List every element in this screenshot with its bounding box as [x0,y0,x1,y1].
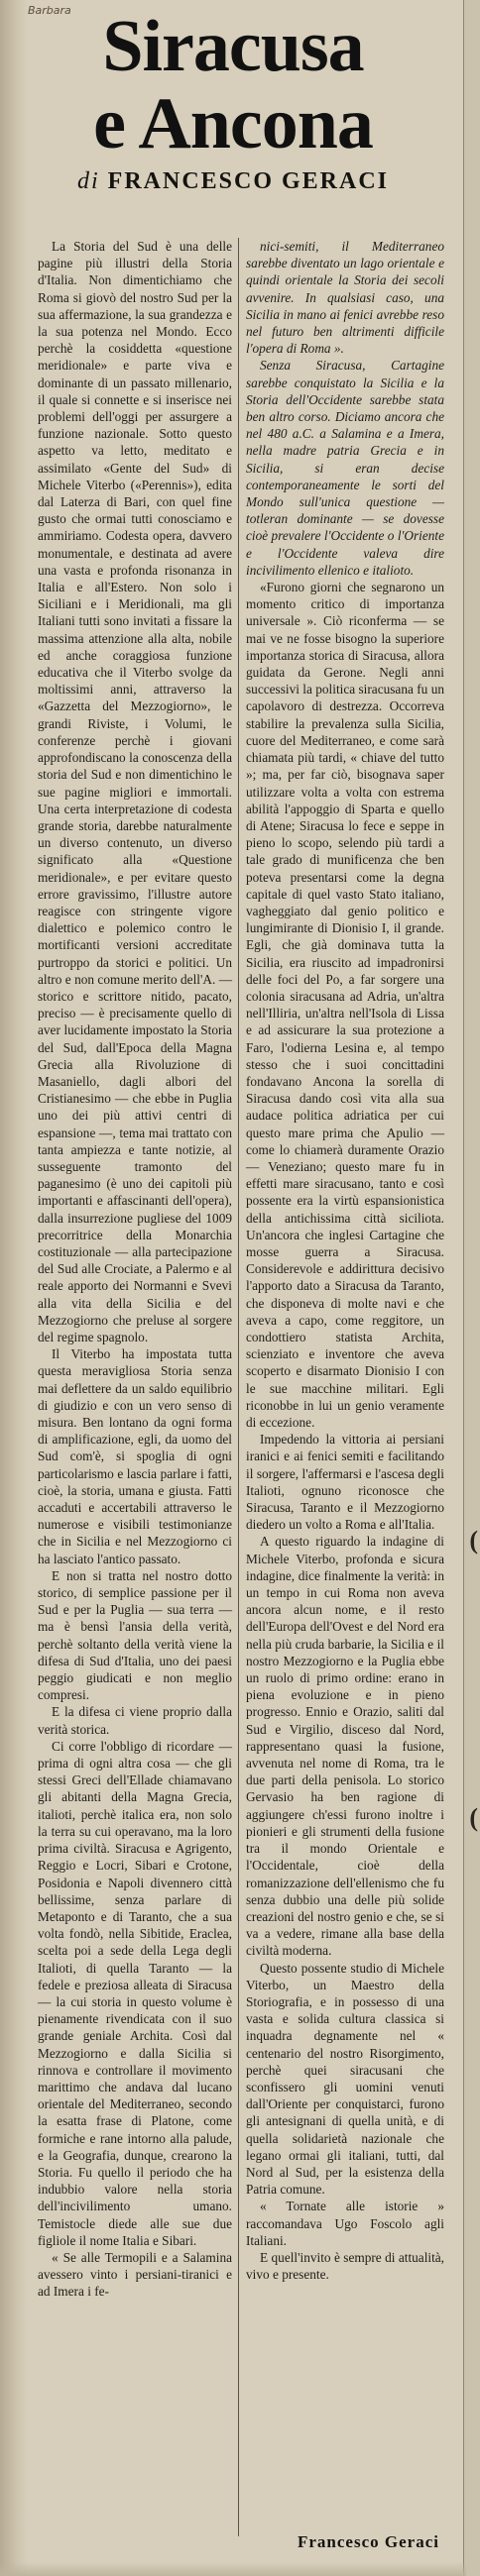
headline-line-1: Siracusa [102,6,364,87]
article-signature: Francesco Geraci [298,2532,439,2551]
handwritten-note: Barbara [28,4,71,17]
headline-block [0,8,466,195]
paper-edge [0,2562,466,2576]
article-paragraph: «Furono giorni che segnarono un momento critico di importanza universale ». Ciò riconferma — se mai ve ne fosse bisogno la superiore importanza storica di Siracusa, allora guidata da Gerone. Negli anni successivi la politica siracusana fu un capolavoro di destrezza. Occorreva stabilire la prevalenza sulla Sicilia, cuore del Mediterraneo, e come sarà chiamata più tardi, « chiave del tutto »; ma, per far ciò, bisognava saper utilizzare volta a volta con estrema abilità l'appoggio di Sparta e quello di Atene; Siracusa lo fece e seppe in pieno lo scopo, selendo più tardi a tale grado di munificenza che ben poteva presentarsi come la degna capitale di quel vasto Stato italiano, vagheggiato dal genio politico e lungimirante di Dionisio I, il grande. Egli, che già dominava tutta la Sicilia, era riuscito ad impadronirsi delle foci del Po, a far sorgere una colonia siracusana ad Adria, un'altra nell'Illiria, un'altra nell'Isola di Lissa e ad assicurare la sua protezione a Faro, l'odierna Lesina e, al tempo stesso che i suoi concittadini fondavano Ancona la sorella di Siracusa dando così vita alla sua audace politica adriatica per cui questo mare prima che Apulio — come lo chiamerà duramente Orazio — Veneziano; questo mare fu in effetti mare siracusano, tanto e così possente era la virtù espansionistica della antichissima città siciliota. Un'ancora che inglesi Cartagine che mosse guerra a Siracusa. Considerevole e addirittura decisivo l'apporto dato a Siracusa da Taranto, che disponeva di molte navi e che aveva a capo, come reggitore, un condottiero statista Archita, scienziato e inventore che aveva scoperto e disarmato Dionisio I con le sue macchine militari. Egli riconobbe in lui un genio veramente di eccezione. [246,580,444,1431]
article-paragraph: « Se alle Termopili e a Salamina avessero vinto i persiani-tiranici e ad Imera i fe- [38,2249,232,2300]
headline-line-2: e Ancona [93,83,373,164]
paper-stain [0,0,28,2576]
column-divider [238,238,239,2536]
article-paragraph: E la difesa ci viene proprio dalla verità storica. [38,1704,232,1737]
article-paragraph: Questo possente studio di Michele Viterbo, un Maestro della Storiografia, e in possesso di una vasta e solida cultura classica si inquadra degnamente nel « centenario del nostro Risorgimento, perchè quei siracusani che sconfissero gli uomini venuti dall'Oriente per conquistarci, furono gli antesignani di quella unità, e di quella solidarietà nazionale che legano ormai gli italiani, tutti, dal Nord al Sud, per la esistenza della Patria comune. [246,1960,444,2198]
article-column-right [246,238,444,2283]
adjacent-column-fragment [463,0,480,2576]
article-paragraph: E non si tratta nel nostro dotto storico, di semplice passione per il Sud e per la Puglia — sua terra — ma è bensì l'ansia della verità, perchè soltanto della verità viene la difesa di Sud d'Italia, uno dei paesi peggio giudicati e non meglio compresi. [38,1567,232,1703]
article-paragraph: Senza Siracusa, Cartagine sarebbe conquistato la Sicilia e la Storia dell'Occidente sarebbe stata ben altro corso. Diciamo ancora che nel 480 a.C. a Salamina e a Imera, nella madre patria Grecia e in Sicilia, si eran decise contemporaneamente le sorti del Mondo sull'unica questione — totleran dominante — se dovesse cioè prevalere l'Occidente o l'Oriente e l'Occidente valeva dire incivilimento ellenico e italioto. [246,358,444,578]
article-paragraph: nici-semiti, il Mediterraneo sarebbe diventato un lago orientale e quindi orientale la Storia dei secoli avvenire. In qualsiasi caso, una Sicilia in mano ai fenici avrebbe reso nel futuro ben altrimenti difficile l'opera di Roma ». [246,239,444,357]
article-paragraph: La Storia del Sud è una delle pagine più illustri della Storia d'Italia. Non dimentichiamo che Roma si giovò del nostro Sud per la sua affermazione, la sua grandezza e la sua potenza nel Mondo. Ecco perchè la cosiddetta «questione meridionale» e parte viva e dominante di un passato millenario, il quale si connette e si inserisce nei problemi dell'oggi per assurgere a funzione nazionale. Sotto questo aspetto va letto, meditato e assimilato «Gente del Sud» di Michele Viterbo («Perennis»), edita dal Laterza di Bari, con quel fine gusto che ormai tutti conosciamo e ammiriamo. Codesta opera, davvero monumentale, e destinata ad avere una vasta e profonda risonanza in Italia e all'Estero. Non solo i Siciliani e i Meridionali, ma gli Italiani tutti sono invitati a fissare la massima attenzione alla alta, nobile ed anche coraggiosa funzione educativa che il Viterbo svolge da moltissimi anni, attraverso la «Gazzetta del Mezzogiorno», le grandi Riviste, i Volumi, le conferenze perchè i giovani approfondiscano la conoscenza della storia del Sud e non dimentichino le sue pagine migliori e immortali. Una certa interpretazione di codesta grande storia, darebbe naturalmente un diverso contenuto, un diverso significato alla «Questione meridionale», e per evitare questo errore gravissimo, l'illustre autore reagisce con stringente vigore dialettico e polemico contro le mortificanti versioni accreditate purtroppo da storici e politici. Un altro e non comune merito dell'A. — storico e scrittore nitido, pacato, preciso — è precisamente quello di aver lucidamente impostato la Storia del Sud, dall'Epoca della Magna Grecia alla Rivoluzione di Masaniello, dagli albori del Cristianesimo — che ebbe in Puglia uno dei più attivi centri di espansione —, tema mai trattato con tanta ampiezza e tante notizie, al susseguente tramonto del paganesimo (è uno dei capitoli più importanti e affascinanti dell'opera), dalla insurrezione pugliese del 1009 precorritrice della Monarchia costituzionale — alla partecipazione del Sud alle Crociate, a Palermo e al reale apporto dei Normanni e Svevi alla vita della Sicilia e del Mezzogiorno che preluse al sorgere del regime spagnolo. [38,239,232,1344]
article-paragraph: Ci corre l'obbligo di ricordare — prima di ogni altra cosa — che gli stessi Greci dell'Ellade chiamavano gli abitanti della Magna Grecia, italioti, perchè italica era, non solo la terra su cui operavano, ma la loro prima civiltà. Siracusa e Agrigento, Reggio e Locri, Sibari e Crotone, Posidonia e Napoli divennero città bellissime, senza parlare di Metaponto e di Taranto, che a sua volta fondò, nella Sibitide, Eraclea, scelta poi a sede della Lega degli Italioti, di quella Taranto — la fedele e preziosa alleata di Siracusa — la cui storia in questo volume è pienamente rivendicata con il suo grande geniale Archita. Così dal Mezzogiorno e dalla Sicilia si rinnova e controllare il movimento marittimo che andava dal lucano orientale del Mediterraneo, secondo la esatta frase di Platone, come formiche e rane intorno alla palude, e la Geografia, dunque, crearono la Storia. Fu quello il periodo che ha indubbio valore nella storia dell'incivilimento umano. Temistocle diede alle sue due figliole il nome Italia e Sibari. [38,1738,232,2248]
adjacent-letter-fragment: ( [469,1803,478,1832]
adjacent-letter-fragment: ( [469,1526,478,1555]
byline [0,168,466,195]
article-paragraph: E quell'invito è sempre di attualità, vivo e presente. [246,2249,444,2283]
article-paragraph: A questo riguardo la indagine di Michele Viterbo, profonda e sicura indagine, dice finalmente la verità: in un tempo in cui Roma non aveva ancora alcun nome, e il resto dell'Europa dell'Ovest e del Nord era nella più cruda barbarie, la Sicilia e il nostro Mezzogiorno e la Puglia ebbe un ruolo di primo ordine: erano in piena evoluzione e in pieno progresso. Ennio e Orazio, saliti dal Sud e Virgilio, disceso dal Nord, rappresentano quasi la fusione, avvenuta nel nome di Roma, tra le due parti della penisola. Lo storico Gervasio ha ben ragione di aggiungere ch'essi furono inoltre i pionieri e gli strumenti della fusione tra il mondo Orientale e l'Occidentale, cioè della romanizzazione dell'ellenismo che fu senza dubbio una delle più solide creazioni del nostro genio e che, se si va a vedere, rimane alla base della civiltà moderna. [246,1534,444,1959]
article-column-left [38,238,232,2301]
article-paragraph: Il Viterbo ha impostata tutta questa meravigliosa Storia senza mai deflettere da un saldo equilibrio di giudizio e con un vero senso di misura. Ben lontano da ogni forma di amplificazione, egli, da uomo del Sud com'è, si spoglia di ogni particolarismo e lascia parlare i fatti, cioè, la storia, umana e giusta. Fatti accaduti e accertabili attraverso le numerose e visibili testimonianze che in Sicilia e nel Mezzogiorno ci ha lasciato l'antico passato. [38,1346,232,1566]
byline-author: FRANCESCO GERACI [107,168,390,194]
article-paragraph: « Tornate alle istorie » raccomandava Ugo Foscolo agli Italiani. [246,2199,444,2248]
article-paragraph: Impedendo la vittoria ai persiani iranici e ai fenici semiti e facilitando il sorgere, l'affermarsi e l'ascesa degli Italioti, ognuno riconosce che Siracusa, Taranto e il Mezzogiorno diedero un volto a Roma e all'Italia. [246,1432,444,1533]
byline-prefix: di [76,168,100,194]
